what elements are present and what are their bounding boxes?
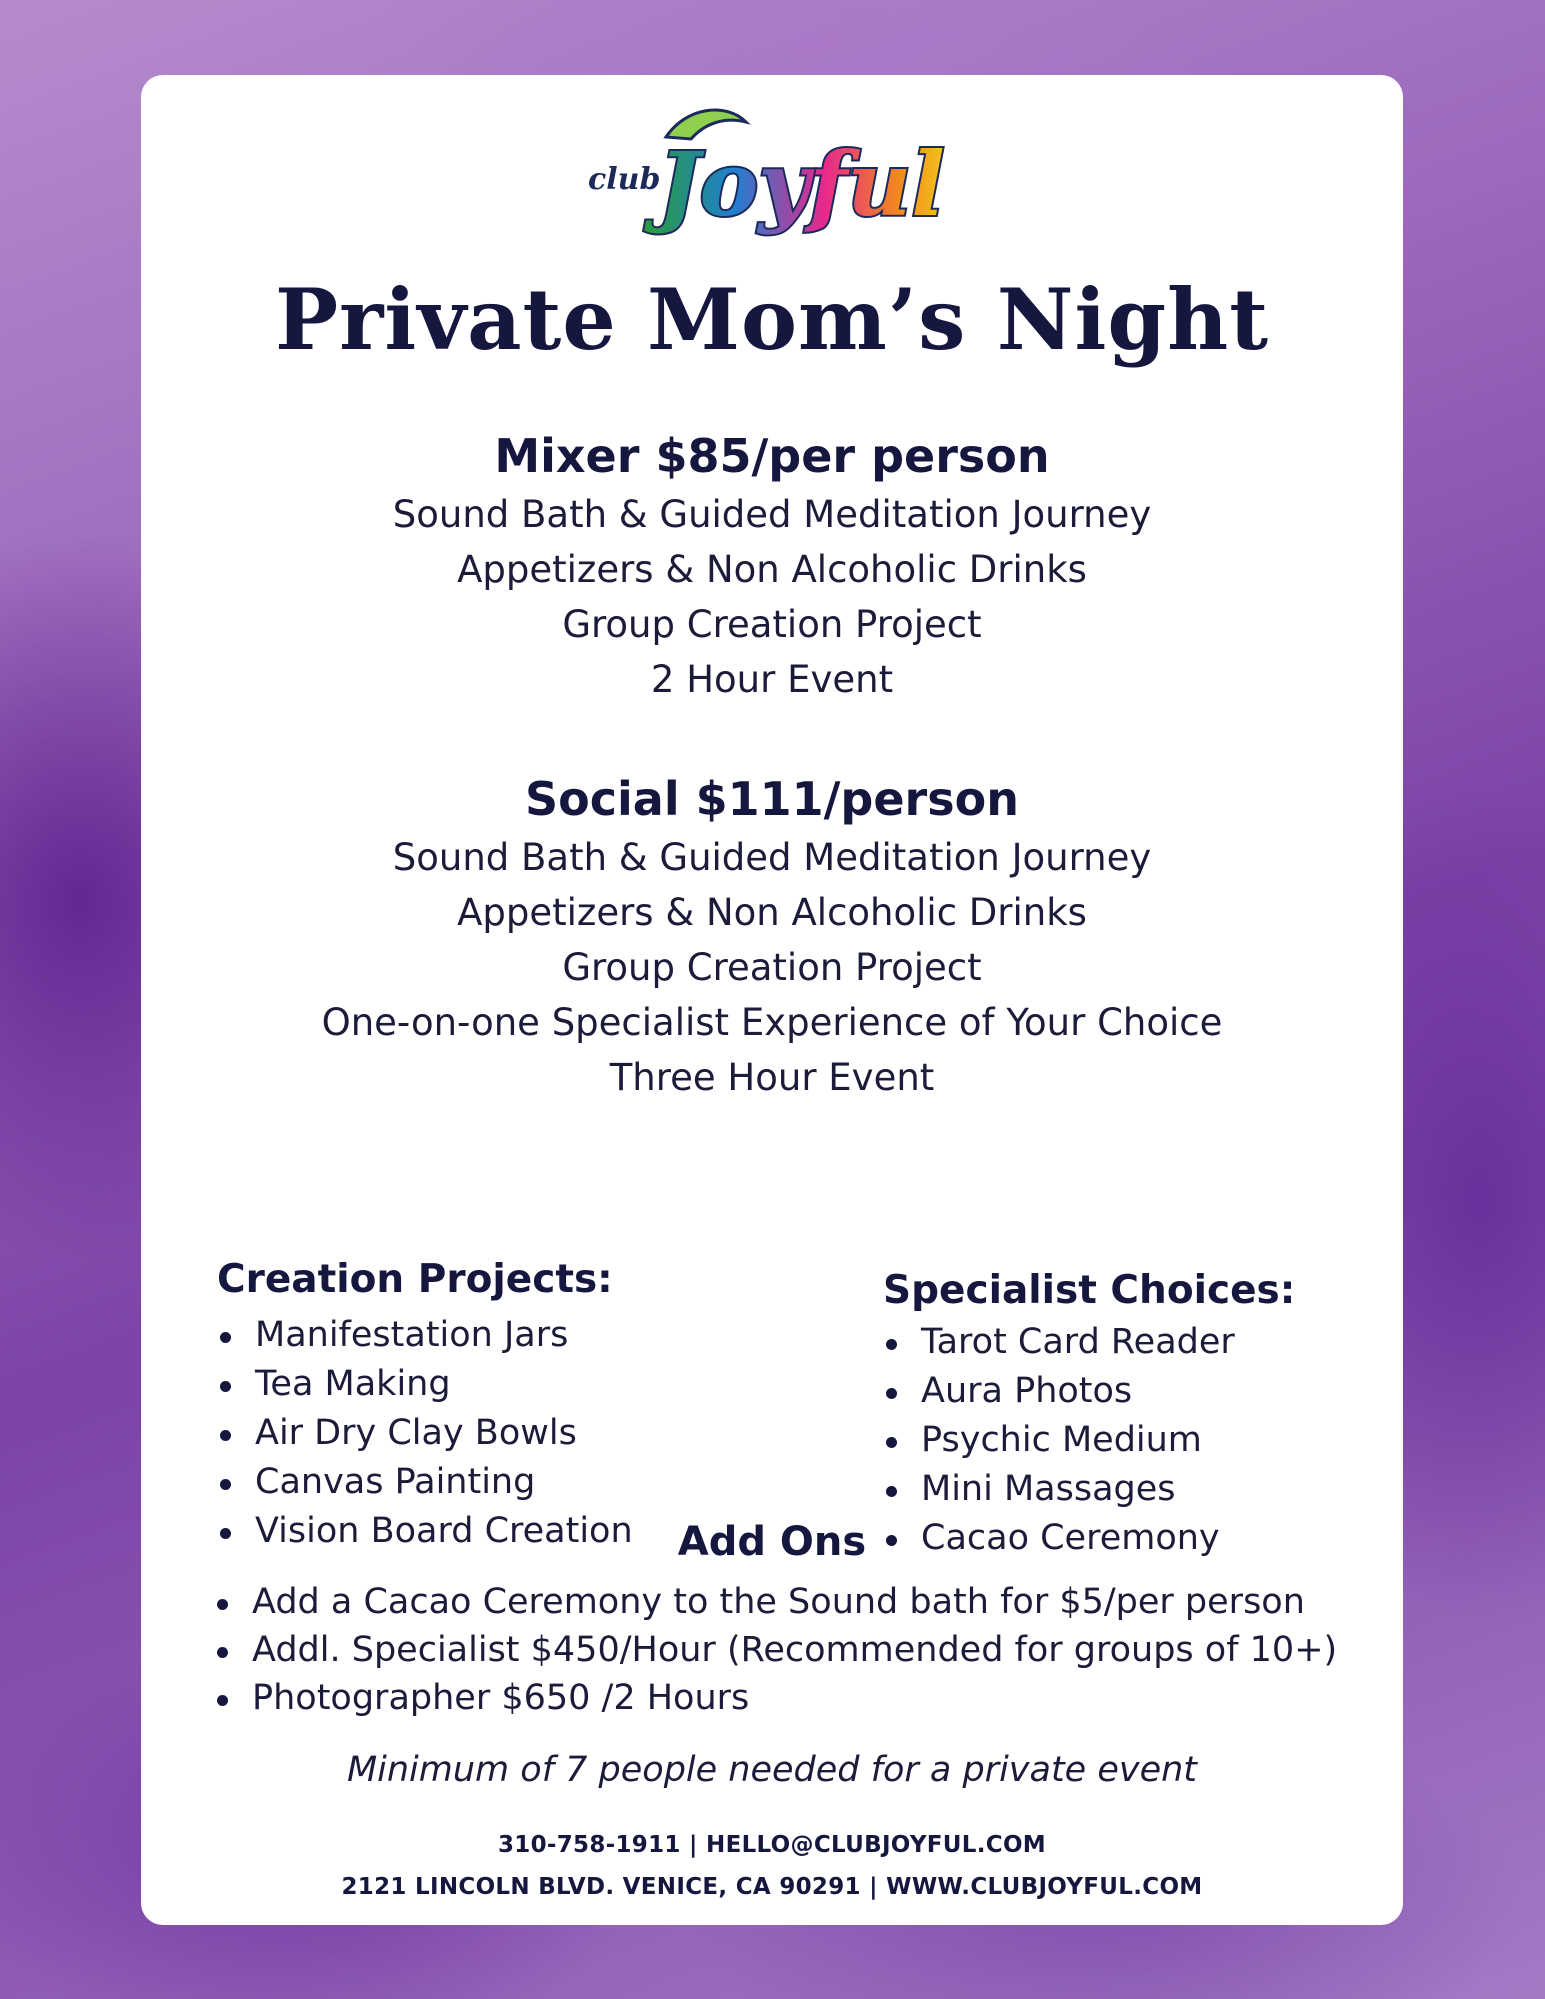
social-line: Appetizers & Non Alcoholic Drinks <box>457 891 1087 934</box>
mixer-package <box>141 425 1403 707</box>
page-title: Private Mom’s Night <box>274 270 1270 369</box>
social-package <box>141 768 1403 1105</box>
add-ons-heading: Add Ons <box>677 1519 867 1565</box>
mixer-line: Group Creation Project <box>562 603 982 646</box>
list-item: Vision Board Creation <box>217 1507 633 1556</box>
list-item: Tarot Card Reader <box>883 1318 1295 1367</box>
list-item: Mini Massages <box>883 1465 1295 1514</box>
social-line: Group Creation Project <box>562 946 982 989</box>
list-item: Addl. Specialist $450/Hour (Recommended for groups of 10+) <box>214 1626 1337 1674</box>
list-item: Aura Photos <box>883 1367 1295 1416</box>
minimum-note: Minimum of 7 people needed for a private event <box>346 1750 1198 1790</box>
list-item: Psychic Medium <box>883 1416 1295 1465</box>
list-item: Cacao Ceremony <box>883 1514 1295 1563</box>
list-item: Canvas Painting <box>217 1458 633 1507</box>
contact-address-website: 2121 LINCOLN BLVD. VENICE, CA 90291 | WWW.CLUBJOYFUL.COM <box>341 1874 1203 1900</box>
club-joyful-logo <box>576 97 976 237</box>
social-line: Three Hour Event <box>609 1056 935 1099</box>
creation-projects-heading: Creation Projects: <box>217 1257 613 1302</box>
list-item: Photographer $650 /2 Hours <box>214 1674 1337 1722</box>
logo-joyful-text: Joyful <box>658 132 945 236</box>
mixer-line: Sound Bath & Guided Meditation Journey <box>392 493 1152 536</box>
logo-club-text: club <box>588 162 661 197</box>
mixer-heading: Mixer $85/per person <box>494 429 1050 483</box>
mixer-line: Appetizers & Non Alcoholic Drinks <box>457 548 1087 591</box>
flyer-card <box>141 75 1403 1925</box>
social-line: One-on-one Specialist Experience of Your Choice <box>321 1001 1223 1044</box>
specialist-choices-heading: Specialist Choices: <box>883 1268 1296 1313</box>
mixer-line: 2 Hour Event <box>650 658 894 701</box>
list-item: Tea Making <box>217 1360 633 1409</box>
creation-projects <box>217 1255 633 1556</box>
social-heading: Social $111/person <box>525 772 1019 826</box>
social-line: Sound Bath & Guided Meditation Journey <box>392 836 1152 879</box>
list-item: Manifestation Jars <box>217 1311 633 1360</box>
add-ons-list <box>214 1578 1337 1722</box>
list-item: Air Dry Clay Bowls <box>217 1409 633 1458</box>
contact-phone-email: 310-758-1911 | HELLO@CLUBJOYFUL.COM <box>497 1832 1046 1858</box>
list-item: Add a Cacao Ceremony to the Sound bath for $5/per person <box>214 1578 1337 1626</box>
